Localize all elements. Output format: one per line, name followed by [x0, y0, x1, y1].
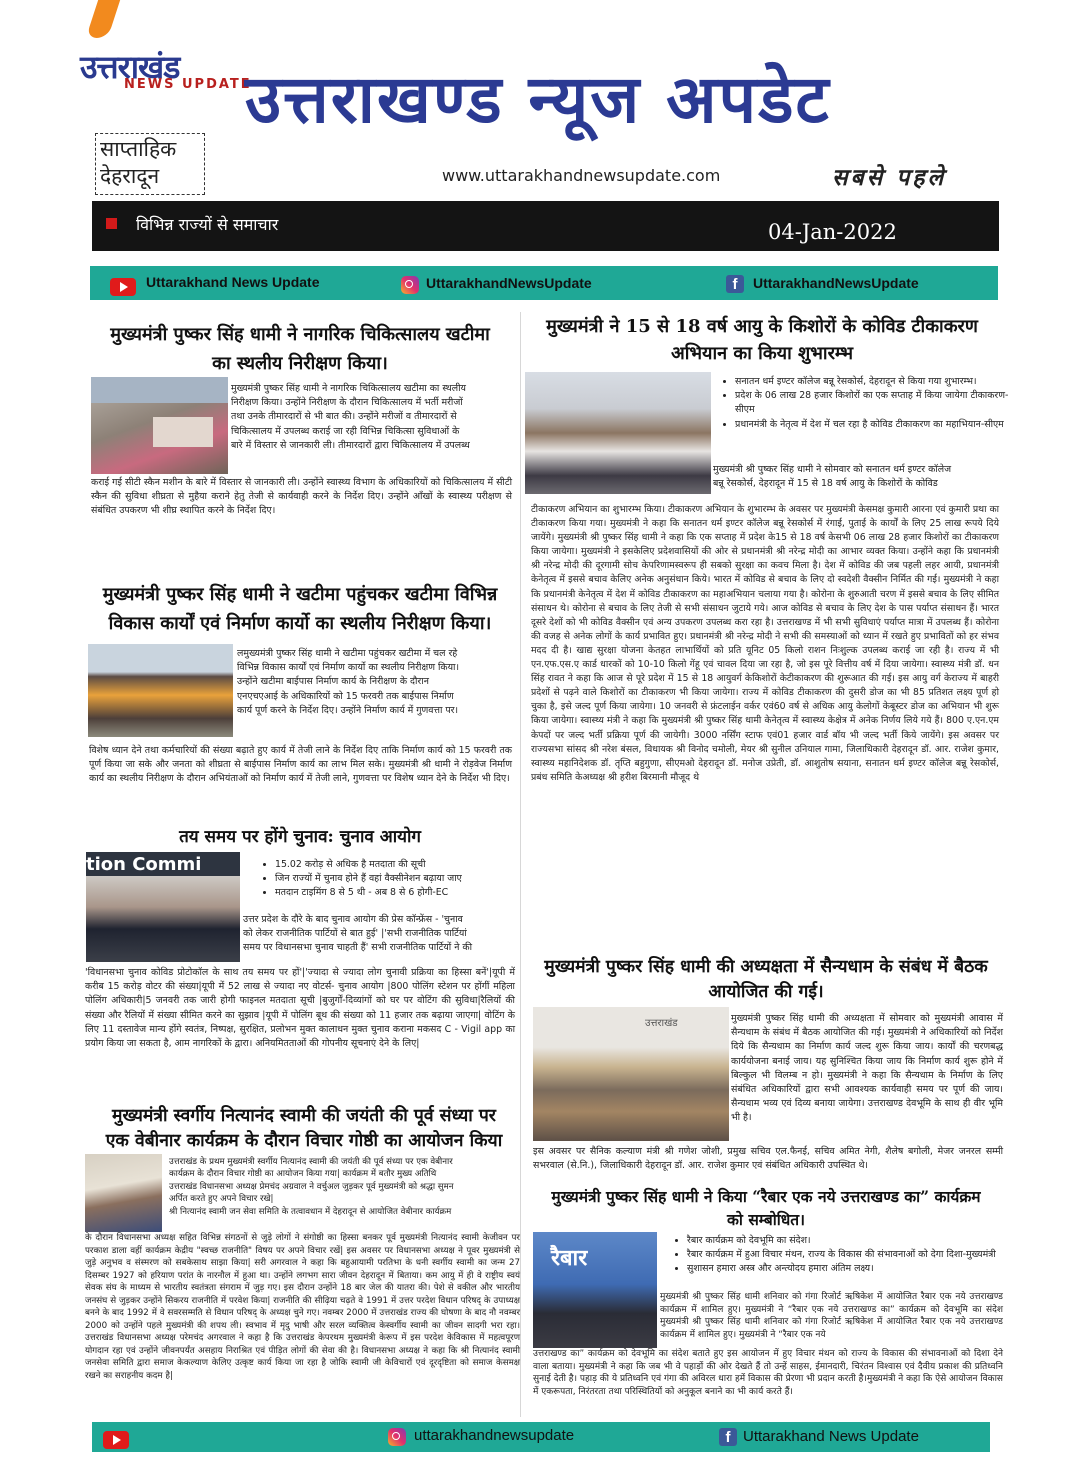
article-3-headline: तय समय पर होंगे चुनाव: चुनाव आयोग [179, 827, 421, 847]
article-1-headline-line-1: मुख्यमंत्री पुष्कर सिंह धामी ने नागरिक चिकित्सालय खटीमा [110, 324, 490, 345]
article-5-bullets [713, 375, 1020, 432]
article-4-side-text [169, 1156, 519, 1218]
youtube-link[interactable]: Uttarakhand News Update [146, 274, 320, 290]
article-5-headline-line-1: मुख्यमंत्री ने 15 से 18 वर्ष आयु के किशोरों के कोविड टीकाकरण [546, 316, 978, 337]
article-2-side-line: उन्होंने खटीमा बाईपास निर्माण कार्य के निरीक्षण के दौरान [237, 676, 429, 688]
article-1-headline [88, 320, 512, 378]
article-6-headline-line-2: आयोजित की गई। [708, 982, 824, 1002]
instagram-link[interactable]: UttarakhandNewsUpdate [426, 275, 592, 291]
bullet-square-icon [106, 218, 117, 229]
article-7-headline [527, 1185, 1005, 1231]
issue-date: 04-Jan-2022 [768, 220, 897, 244]
article-3-side-text [243, 913, 515, 956]
footer-bar [92, 1422, 990, 1452]
article-4-headline-line-1: मुख्यमंत्री स्वर्गीय नित्यानंद स्वामी की जयंती की पूर्व संध्या पर [112, 1106, 496, 1126]
article-5-photo [525, 372, 711, 494]
photo-bed [153, 417, 213, 447]
facebook-icon[interactable]: f [726, 275, 744, 293]
article-3-bullets [253, 858, 533, 901]
article-4-headline [88, 1104, 520, 1154]
website-url[interactable]: www.uttarakhandnewsupdate.com [442, 166, 721, 185]
article-4-side-line: उत्तराखंड के प्रथम मुख्यमंत्री स्वर्गीय नित्यानंद स्वामी की जयंती की पूर्व संध्या पर एक वेबीनार [169, 1157, 453, 1167]
facebook-icon[interactable]: f [719, 1428, 737, 1446]
bullet-item: • जिन राज्यों में चुनाव होने हैं वहां वैक्सीनेशन बढ़ाया जाए [275, 872, 533, 886]
slogan: सबसे पहले [832, 164, 947, 191]
article-1-side-line: निरीक्षण किया। उन्होंने निरीक्षण के दौरान चिकित्सालय में भर्ती मरीजों [231, 397, 463, 409]
article-7-photo [533, 1232, 657, 1348]
article-4-headline-line-2: एक वेबीनार कार्यक्रम के दौरान विचार गोष्ठी का आयोजन किया [105, 1131, 503, 1151]
article-7-body: उत्तराखण्ड का” कार्यक्रम को देवभूमि का संदेश बताते हुए इस आयोजन में हुए विचार मंथन को राज्य के विकास की संभावनाओं को दिशा देने वाला बताया। मुख्यमंत्री ने कहा कि जब भी वे पहाड़ों की ओर देखते हैं तो उन्हें साहस, ईमानदारी, चिरंतन विश्वास एवं दैवीय प्रकाश की प्रतिध्वनि सुनाई देती है। पहाड़ की ये प्रतिध्वनि एवं गंगा की अविरल धारा हमें विकास की प्रेरणा भी प्रदान करती है।मुख्यमंत्री ने कहा कि ऐसे आयोजन विकास में एकरूपता, निरंतरता तथा परिस्थितियों को अनुकूल बनाने का भी कार्य करते हैं। [533, 1349, 1003, 1397]
article-5-side-line: बन्नू रेसकोर्स, देहरादून में 15 से 18 वर्ष आयु के किशोरों के कोविड [713, 478, 938, 490]
article-3-body: 'विधानसभा चुनाव कोविड प्रोटोकॉल के साथ तय समय पर हों'|'ज्यादा से ज्यादा लोग चुनावी प्रक्रिया का हिस्सा बनें'|यूपी में करीब 15 करोड़ वोटर की संख्या|यूपी में 52 लाख से ज्यादा नए वोटर्स- चुनाव आयोग |800 पोलिंग स्टेशन पर होंगीं महिला पोलिंग अधिकारी|5 जनवरी तक जारी होगी फाइनल मतदाता सूची |बुजुर्गों-दिव्यांगों को घर पर वोटिंग की सुविधा|रैलियों की संख्या और रैलियों में संख्या सीमित करने का सुझाव |यूपी में पोलिंग बूथ की संख्या को 11 हजार तक बढ़ाया जाएगा| वोटिंग के लिए 11 दस्तावेज मान्य होंगे स्वतंत्र, निष्पक्ष, सुरक्षित, प्रलोभन मुक्त कालाधन मुक्त चुनाव कराना मकसद C - Vigil app का प्रयोग किया जा सकता है, आम नागरिकों के द्वारा। अनियमितताओं की गोपनीय सूचनाएं देने के लिए| [85, 967, 515, 1050]
article-4-body: के दौरान विधानसभा अध्यक्ष सहित विभिन्न संगठनों से जुड़े लोगों ने संगोष्ठी का हिस्सा बनकर पूर्व मुख्यमंत्री नित्यानंद स्वामी केजीवन पर परकाश डाला वहीं कार्यक्रम केद्रीय "स्वच्छ राजनीति" विषय पर अपने विचार रखें| इस अवसर पर विधानसभा अध्यक्ष ने पूवर मुख्यमंत्री से जुड़े अनुभव व संस्मरण को सबकेसाथ साझा किया| सरी अगरवाल ने कहा कि बहुआयामी परतिभा के धनी स्वर्गीय स्वामी का जन्म 27 दिसम्बर 1927 को हरियाण परांत के नारनौल में हुआ था। उन्होंने लगभग सारा जीवन देहरादून में बिताया। कम आयु में ही वे राष्ट्रीय स्वयं सेवक संघ के माध्यम से भारतीय स्वतंत्रता संगराम में जुड़ गए। इस दौरान उन्होंने 18 बार जेल की यातरा की। पेशे से वकील और भारतीय जनसंघ से जुड़कर उन्होंने सिकरय राजनीति में परवेश किया| राजनीति की सीढ़िया चढ़ते वे 1991 में उत्तर परदेश विधान परिषद् के उपाध्यक्ष बनने के बाद 1992 में वे सवरसम्मति से विधान परिषद् के अध्यक्ष चुने गए। नवम्बर 2000 में उत्तराखंड राज्य की घोषणा के बाद नौ नवम्बर 2000 को उन्होंने पहले मुख्यमंत्री की शपथ ली। स्वभाव में मृदु भाषी और सरल व्यक्तित्व केस्वर्गीय स्वामी का जीवन सादगी भरा रहा। उत्तराखंड विधानसभा अध्यक्ष परेमचंद अगरवाल ने कहा है कि उत्तराखंड केपरथम मुख्यमंत्री केरूप में इस परदेश केविकास में महत्वपूरण योगदान रहा एवं उन्होंने जीवनपर्यंत असहाय निराश्रित एवं पीड़ित लोगों की सेवा की है। विधानसभा अध्यक्ष ने कहा कि श्री नित्यानंद स्वामी जनसेवा समिति द्वारा समाज केकल्याण केलिए उत्कृष्ट कार्य किया जा रहा है जोकि स्वामी जी केविचारों एवं दूरदृष्टिता को समाज केसमक्ष रखने का सराहनीय कदम है| [85, 1233, 520, 1381]
photo-wall [91, 377, 228, 403]
article-5-headline [527, 313, 997, 367]
youtube-icon[interactable] [110, 278, 136, 296]
bullet-item: • प्रदेश के 06 लाख 28 हजार किशोरों का एक सप्ताह में किया जायेगा टीकाकरण-सीएम [735, 389, 1020, 417]
bullet-item: • रैबार कार्यक्रम को देवभूमि का संदेश। [687, 1234, 1025, 1248]
article-3-side-line: को लेकर राजनीतिक पार्टियों से बात हुई' |'सभी राजनीतिक पार्टियां [243, 928, 467, 940]
social-bar [90, 266, 998, 300]
article-4-photo [85, 1154, 162, 1232]
edition-city: देहरादून [100, 164, 160, 188]
article-1-headline-line-2: का स्थलीय निरीक्षण किया। [212, 353, 388, 374]
article-6-photo [533, 1007, 729, 1141]
bullet-item: • 15.02 करोड़ से अधिक है मतदाता की सूची [275, 858, 533, 872]
article-1-side-line: चिकित्सालय में उपलब्ध कराई जा रही विभिन्न चिकित्सा सुविधाओं के [231, 425, 460, 437]
article-2-headline [88, 580, 512, 638]
article-2-body: विशेष ध्यान देने तथा कर्मचारियों की संख्या बढ़ाते हुए कार्य में तेजी लाने के निर्देश दिए ताकि निर्माण कार्य को 15 फरवरी तक पूर्ण किया जा सके और जनता को शीघ्रता से बाईपास निर्माण कार्य का लाभ मिल सके। मुख्यमंत्री श्री धामी ने रोड़वेज निर्माण कार्य का स्थलीय निरीक्षण के दौरान अभियंताओं को निर्माण कार्य में तेजी लाने, गुणवत्ता पर विशेष ध्यान देने के निर्देश भी दिए। [89, 745, 512, 785]
article-1-side-line: मुख्यमंत्री पुष्कर सिंह धामी ने नागरिक चिकित्सालय खटीमा का स्थलीय [231, 383, 466, 394]
article-7-bullets [665, 1234, 1025, 1277]
masthead-title: उत्तराखण्ड न्यूज अपडेट [245, 60, 831, 138]
article-6-headline [527, 955, 1005, 1005]
article-2-side-line: एनएचएआई के अधिकारियों को 15 फरवरी तक बाईपास निर्माण [237, 690, 454, 702]
article-4-side-line: श्री नित्यानंद स्वामी जन सेवा समिति के तत्वावधान में देहरादून से आयोजित वेबीनार कार्यक्रम [169, 1206, 452, 1217]
edition-box [95, 133, 205, 195]
article-2-headline-line-2: विकास कार्यों एवं निर्माण कार्यो का स्थलीय निरीक्षण किया। [108, 613, 492, 634]
article-1-photo [91, 377, 228, 474]
article-5-side-line: मुख्यमंत्री श्री पुष्कर सिंह धामी ने सोमवार को सनातन धर्म इण्टर कॉलेज [713, 464, 952, 475]
article-6-headline-line-1: मुख्यमंत्री पुष्कर सिंह धामी की अध्यक्षता में सैन्यधाम के संबंध में बैठक [544, 957, 988, 977]
article-4-side-line: उत्तराखंड विधानसभा अध्यक्ष प्रेमचंद अग्रवाल ने वर्चुअल जुड़कर पूर्व मुख्यमंत्री को श्रद्धा सुमन [169, 1181, 454, 1192]
article-2-side-line: लमुख्यमंत्री पुष्कर सिंह धामी ने खटीमा पहुंचकर खटीमा में चल रहे [237, 648, 458, 659]
article-3-side-line: उत्तर प्रदेश के दौरे के बाद चुनाव आयोग की प्रेस कॉन्फ्रेंस - 'चुनाव [243, 914, 463, 925]
article-7-side-text: मुख्यमंत्री श्री पुष्कर सिंह धामी शनिवार को गंगा रिजोर्ट ऋषिकेश में आयोजित रैबार एक नये उत्तराखण्ड कार्यक्रम में शामिल हुए। मुख्यमंत्री ने “रैबार एक नये उत्तराखण्ड का” कार्यक्रम को देवभूमि का संदेश मुख्यमंत्री श्री पुष्कर सिंह धामी शनिवार को गंगा रिजोर्ट ऋषिकेश में आयोजित रैबार एक नये उत्तराखण्ड कार्यक्रम में शामिल हुए। मुख्यमंत्री ने “रैबार एक नये [660, 1292, 1003, 1340]
article-2-side-line: कार्य पूर्ण करने के निर्देश दिए। उन्होंने निर्माण कार्य में गुणवत्ता पर। [237, 704, 459, 716]
bullet-item: • रैबार कार्यक्रम में हुआ विचार मंथन, राज्य के विकास की संभावनाओं को देगा दिशा-मुख्यमंत्री [687, 1248, 1025, 1262]
bullet-item: • सुशासन हमारा अस्त्र और अन्त्योदय हमारा अंतिम लक्ष्य। [687, 1262, 1025, 1276]
article-6-side-text: मुख्यमंत्री पुष्कर सिंह धामी की अध्यक्षता में सोमवार को मुख्यमंत्री आवास में सैन्यधाम के संबंध में बैठक आयोजित की गई। मुख्यमंत्री ने अधिकारियों को निर्देश दिये कि सैन्यधाम का निर्माण कार्य जल्द शुरू किया जाय। कार्यों की चरणबद्ध कार्ययोजना बनाई जाय। यह सुनिश्चित किया जाय कि निर्माण कार्य शुरू होने में बिल्कुल भी विलम्ब न हो। मुख्यमंत्री ने कहा कि सैन्यधाम के निर्माण के लिए संबंधित अधिकारियों द्वारा सभी आवश्यक कार्यवाही समय पर पूर्ण की जाय। सैन्यधाम भव्य एवं दिव्य बनाया जायेगा। उत्तराखण्ड देवभूमि के साथ ही वीर भूमि भी है। [731, 1013, 1003, 1124]
article-1-side-line: तथा उनके तीमारदारों से भी बात की। उन्होंने मरीजों व तीमारदारों से [231, 411, 457, 423]
article-1-side-text [231, 382, 512, 453]
footer-instagram-link[interactable]: uttarakhandnewsupdate [414, 1427, 575, 1444]
article-2-side-text [237, 647, 512, 718]
photo-wall-text: उत्तराखंड [645, 1018, 678, 1029]
article-5-body: टीकाकरण अभियान का शुभारम्भ किया। टीकाकरण अभियान के शुभारम्भ के अवसर पर मुख्यमंत्री केसमक्ष कुमारी आरना एवं कुमारी प्रथा का टीकाकरण किया गया। मुख्यमंत्री ने कहा कि सनातन धर्म इण्टर कॉलेज बन्नू रेसकोर्स में रंगाई, पुताई के कार्यों के लिए 25 लाख रूपये दिये जायेंगे। मुख्यमंत्री श्री पुष्कर सिंह धामी ने कहा कि एक सप्ताह में प्रदेश के15 से 18 वर्ष केसभी 06 लाख 28 हजार किशोरों का टीकाकरण किया जायेगा। मुख्यमंत्री ने इसकेलिए प्रदेशवासियों की ओर से प्रधानमंत्री श्री नरेन्द्र मोदी का आभार व्यक्त किया। उन्होंने कहा कि प्रधानमंत्री श्री नरेन्द्र मोदी की दूरगामी सोच केपरिणामस्वरूप ही सबको सुरक्षा का कवच मिला है। देश में कोविड की जब पहली लहर आयी, प्रधानमंत्री केनेतृत्व में इससे बचाव केलिए अनेक अनुसंधान किये। भारत में कोविड से बचाव के लिए दो स्वदेशी वैक्सीन निर्मित की गई। मुख्यमंत्री ने कहा कि प्रधानमंत्री केनेतृत्व में देश में कोविड टीकाकरण का महाअभियान चलाया गया है। कोरोना के शुरुआती चरण में इससे बचाव के लिए सीमित संसाधन थे। कोरोना से बचाव के लिए तेजी से सभी संसाधन जुटाये गये। आज कोविड से बचाव के लिए देश के पास पर्याप्त संसाधन हैं। भारत दूसरे देशों को भी कोविड वैक्सीन एवं अन्य उपकरण उपलब्ध करा रहा है। उत्तराखण्ड में भी सभी सुविधाएं पर्याप्त मात्रा में उपलब्ध हैं। कोरोना की वजह से अनेक लोगों के कार्य प्रभावित हुए। प्रधानमंत्री श्री नरेन्द्र मोदी ने सभी की समस्याओं को ध्यान में रखते हुए प्रभावितों को हर संभव मदद दी है। खाद्य सुरक्षा योजना केतहत लाभार्थियों को प्रति यूनिट 05 किलो राशन निःशुल्क उपलब्ध कराई जा रही है। राज्य में भी एन.एफ.एस.ए कार्ड धारकों को 10-10 किलो गेंहू एवं चावल दिया जा रहा है, जो इस पूरे वित्तीय वर्ष में दिया जायेगा। स्वास्थ्य मंत्री डॉ. धन सिंह रावत ने कहा कि आज से पूरे प्रदेश में 15 से 18 आयुवर्ग केकिशोरों केटीकाकरण की शुरूआत की गई। इस आयु वर्ग केराज्य में बाहरी प्रदेशों से पढ़ने वाले किशोरों का टीकाकरण भी किया जायेगा। राज्य में कोविड टीकाकरण की दुसरी डोज का भी 85 प्रतिशत लक्ष्य पूर्ण हो चुका है, इसे जल्द पूर्ण किया जायेगा। 10 जनवरी से फ्रंटलाईन वर्कर एवं60 वर्ष से अधिक आयु केलोगों केबूस्टर डोज का अभियान भी शुरू किया जायेगा। स्वास्थ्य मंत्री ने कहा कि मुख्यमंत्री श्री पुष्कर सिंह धामी केनेतृत्व में स्वास्थ्य केक्षेत्र में अनेक निर्णय लिये गये हैं। 800 ए.एन.एम केपदों पर जल्द भर्ती प्रक्रिया पूर्ण की जायेगी। 3000 नर्सिंग स्टाफ एवं01 हजार वार्ड बॉय भी जल्द भर्ती किये जायेंगे। इस अवसर पर राज्यसभा सांसद श्री नरेश बंसल, विधायक श्री विनोद चमोली, मेयर श्री सुनील उनियाल गामा, जिलाधिकारी देहरादून डॉ. आर. राजेश कुमार, स्वास्थ्य महानिदेशक डॉ. तृप्ति बहुगुणा, सीएमओ देहरादून डॉ. मनोज उप्रेती, डॉ. आशुतोष सयाना, सनातन धर्म इण्टर कॉलेज बन्नू रेसकोर्स, प्रबंध समिति केअध्यक्ष श्री हरीश बिरमानी मौजूद थे [531, 504, 999, 783]
footer-facebook-link[interactable]: Uttarakhand News Update [743, 1428, 919, 1445]
article-2-photo [88, 644, 233, 737]
article-1-side-line: बारे में विस्तार से जानकारी ली। तीमारदारों द्वारा चिकित्सालय में उपलब्ध [231, 439, 470, 451]
instagram-icon[interactable] [401, 276, 419, 294]
article-3-photo [86, 852, 240, 962]
photo-banner-text: रैबार [551, 1245, 588, 1271]
bullet-item: • मतदान टाइमिंग 8 से 5 थी - अब 8 से 6 होगी-EC [275, 886, 533, 900]
youtube-icon[interactable] [103, 1431, 129, 1449]
article-2-side-line: विभिन्न विकास कार्यों एवं निर्माण कार्यो का स्थलीय निरीक्षण किया। [237, 662, 460, 674]
bullet-item: • सनातन धर्म इण्टर कॉलेज बन्नू रेसकोर्स, देहरादून से किया गया शुभारम्भ। [735, 375, 1020, 389]
article-2-headline-line-1: मुख्यमंत्री पुष्कर सिंह धामी ने खटीमा पहुंचकर खटीमा विभिन्न [102, 584, 498, 605]
article-5-headline-line-2: अभियान का किया शुभारम्भ [670, 343, 853, 364]
logo-subtitle: NEWS UPDATE [124, 77, 252, 92]
article-1-body: कराई गई सीटी स्कैन मशीन के बारे में विस्तार से जानकारी ली। उन्होंने स्वास्थ्य विभाग के अधिकारियों को चिकित्सालय में सीटी स्कैन की सुविधा शीघ्रता से मुहैया कराने हेतु तेजी से कार्यवाही करने के निर्देश दिए। उन्होंने आँखों के स्वास्थ्य परीक्षण से संबंधित उपकरण भी शीघ्र स्थापित करने के निर्देश दिए। [91, 477, 512, 517]
bullet-item: • प्रधानमंत्री के नेतृत्व में देश में चल रहा है कोविड टीकाकरण का महाभियान-सीएम [735, 418, 1020, 432]
article-4-side-line: कार्यक्रम के दौरान विचार गोष्ठी का आयोजन किया गया| कार्यक्रम में बतौर मुख्य अतिथि [169, 1169, 437, 1180]
article-5-side-text [713, 463, 999, 491]
article-6-body: इस अवसर पर सैनिक कल्याण मंत्री श्री गणेश जोशी, प्रमुख सचिव एल.फैनई, सचिव अमित नेगी, शैलेष बगोली, मेजर जनरल सम्मी सभरवाल (से.नि.), जिलाधिकारी देहरादून डॉ. आर. राजेश कुमार एवं संबंधित अधिकारी उपस्थित थे। [533, 1146, 1003, 1172]
section-label: विभिन्न राज्यों से समाचार [136, 215, 279, 234]
instagram-icon[interactable] [388, 1428, 406, 1446]
logo-swoosh [86, 0, 120, 38]
article-3-side-line: समय पर विधानसभा चुनाव चाहती हैं' सभी राजनीतिक पार्टियों ने की [243, 942, 473, 954]
facebook-link[interactable]: UttarakhandNewsUpdate [753, 275, 919, 291]
edition-frequency: साप्ताहिक [100, 137, 177, 161]
article-7-headline-line-2: को सम्बोधित। [727, 1210, 805, 1229]
article-7-headline-line-1: मुख्यमंत्री पुष्कर सिंह धामी ने किया “रैबार एक नये उत्तराखण्ड का” कार्यक्रम [551, 1187, 981, 1206]
article-4-side-line: अर्पित करते हुए अपने विचार रखे| [169, 1194, 274, 1205]
logo-wordmark: उत्तराखंड [80, 48, 180, 86]
photo-backdrop-text: tion Commi [86, 854, 202, 875]
section-bar [92, 201, 999, 251]
